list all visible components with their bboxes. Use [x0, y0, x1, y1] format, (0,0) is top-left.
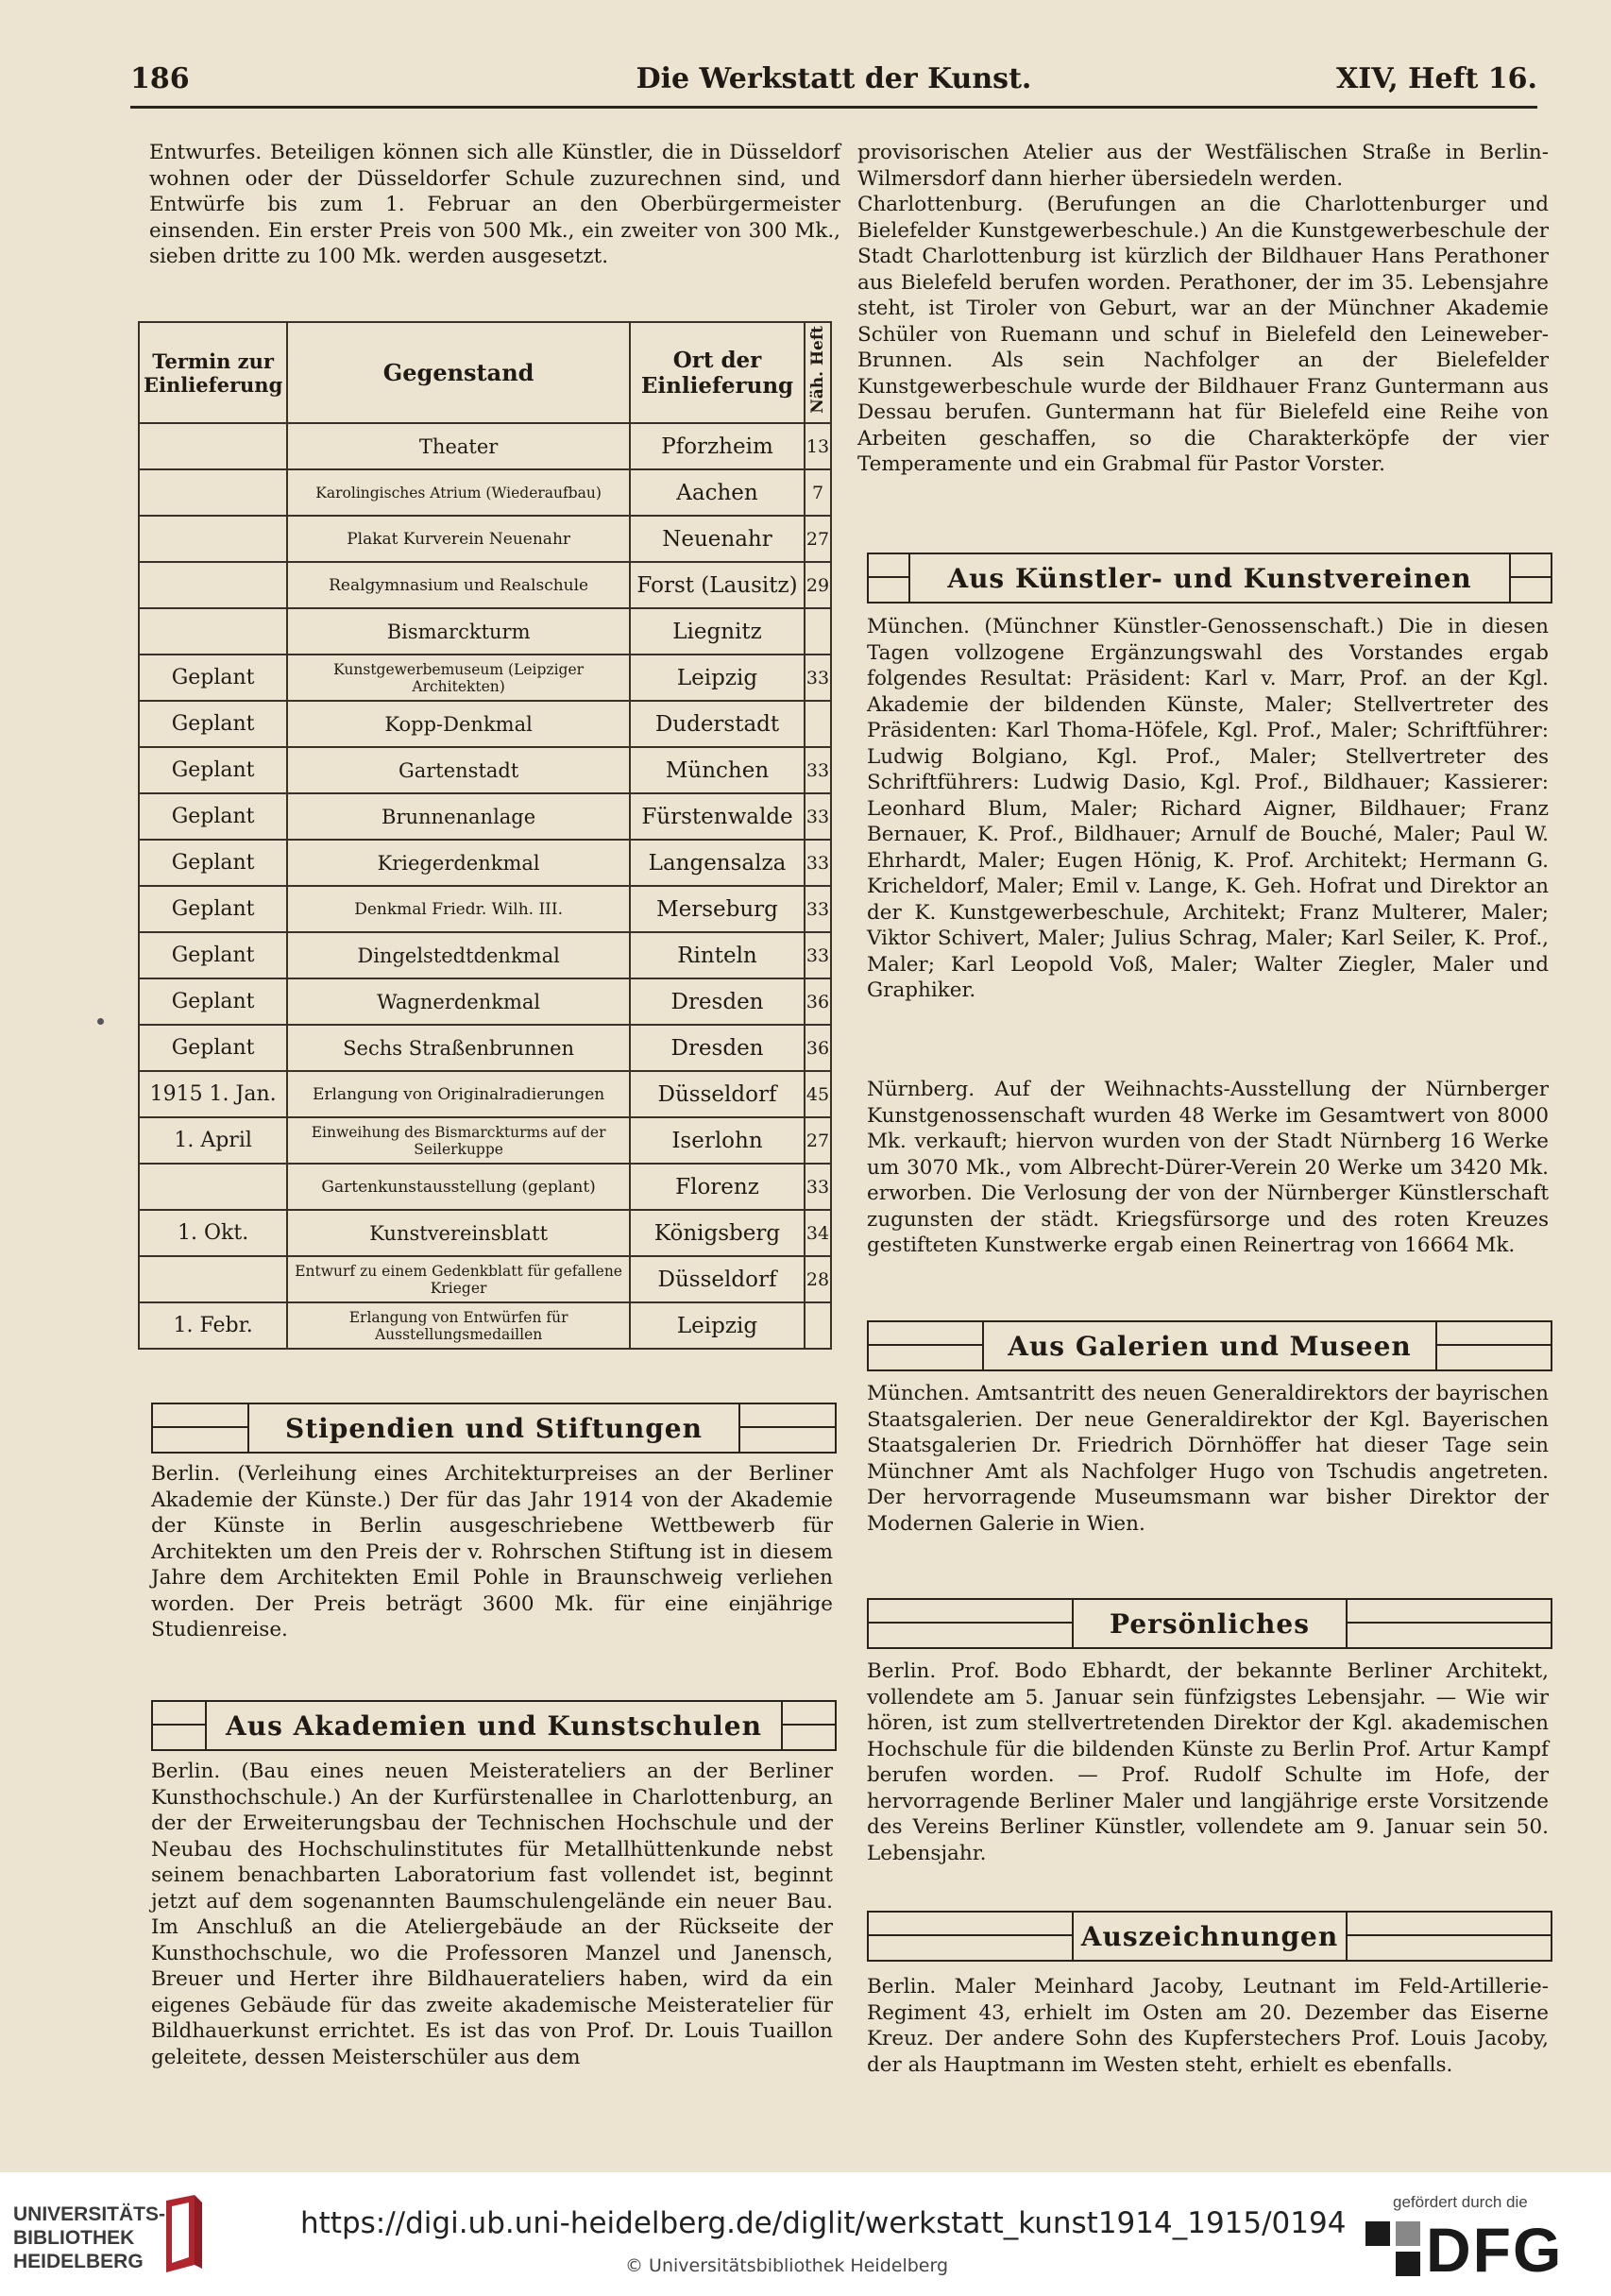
table-row [139, 1256, 831, 1302]
ort-cell: Dresden [630, 1025, 805, 1071]
gegenstand-cell: Wagnerdenkmal [287, 978, 630, 1025]
col-termin-header: Termin zur Einlieferung [139, 322, 287, 423]
termin-cell: Geplant [139, 840, 287, 886]
ort-cell: Florenz [630, 1164, 805, 1210]
ort-cell: Liegnitz [630, 608, 805, 655]
table-row [139, 469, 831, 516]
gegenstand-cell: Kunstvereinsblatt [287, 1210, 630, 1256]
heft-cell: 27 [805, 1117, 831, 1164]
heft-cell: 28 [805, 1256, 831, 1302]
termin-cell: Geplant [139, 793, 287, 840]
copyright-text: © Universitätsbibliothek Heidelberg [625, 2255, 949, 2276]
gegenstand-cell: Gartenkunstausstellung (geplant) [287, 1164, 630, 1210]
ort-cell: Düsseldorf [630, 1256, 805, 1302]
section-vereine-box [867, 553, 1552, 604]
table-row [139, 886, 831, 932]
gegenstand-cell: Sechs Straßenbrunnen [287, 1025, 630, 1071]
heft-cell: 33 [805, 655, 831, 701]
table-row [139, 608, 831, 655]
table-row [139, 1302, 831, 1349]
section-auszeichnungen-heading: Auszeichnungen [1080, 1920, 1339, 1952]
heft-cell: 33 [805, 747, 831, 793]
heft-cell: 33 [805, 840, 831, 886]
heft-cell: 33 [805, 886, 831, 932]
termin-cell: 1. Okt. [139, 1210, 287, 1256]
continuation-paragraph: provisorischen Atelier aus der Westfälischen Straße in Berlin-Wilmersdorf dann hierher übersiedeln werden. [857, 141, 1549, 191]
table-row [139, 655, 831, 701]
heft-cell: 36 [805, 1025, 831, 1071]
margin-dot [97, 1018, 104, 1025]
heft-cell: 33 [805, 793, 831, 840]
table-row [139, 747, 831, 793]
section-akademien-heading: Aus Akademien und Kunstschulen [226, 1709, 762, 1742]
termin-cell: Geplant [139, 886, 287, 932]
dfg-logo-text: DFG [1426, 2215, 1564, 2285]
table-row [139, 840, 831, 886]
heft-header-label: Näh. Heft [808, 326, 827, 414]
table-row [139, 1117, 831, 1164]
table-row [139, 562, 831, 608]
table-row [139, 1071, 831, 1117]
competition-table [138, 321, 832, 1350]
heft-cell: 27 [805, 516, 831, 562]
termin-cell: Geplant [139, 932, 287, 978]
section-persoenliches-heading: Persönliches [1110, 1607, 1310, 1640]
heft-cell: 29 [805, 562, 831, 608]
gegenstand-cell: Erlangung von Originalradierungen [287, 1071, 630, 1117]
heft-cell: 33 [805, 932, 831, 978]
right-column [857, 140, 1549, 478]
termin-cell [139, 608, 287, 655]
termin-cell [139, 469, 287, 516]
funded-by-text: gefördert durch die [1393, 2193, 1528, 2211]
heft-cell: 36 [805, 978, 831, 1025]
gegenstand-cell: Bismarckturm [287, 608, 630, 655]
nuernberg-paragraph: Nürnberg. Auf der Weihnachts-Ausstellung der Nürnberger Kunstgenossenschaft wurden 48 Werke im Gesamtwert von 8000 Mk. verkauft; hiervon wurden von der Stadt Nürnberg 16 Werke um 3070 Mk., vom Albrecht-Dürer-Verein 20 Werke um 3420 Mk. erworben. Die Verlosung der von der Nürnberger Künstlerschaft zugunsten der städt. Kriegsfürsorge und des roten Kreuzes gestifteten Kunstwerke ergab einen Reinertrag von 16664 Mk. [867, 1078, 1549, 1257]
intro-paragraph: Entwurfes. Beteiligen können sich alle Künstler, die in Düsseldorf wohnen oder der Düsseldorfer Schule zuzurechnen sind, und Entwürfe bis zum 1. Februar an den Oberbürgermeister einsenden. Ein erster Preis von 500 Mk., ein zweiter von 300 Mk., sieben dritte zu 100 Mk. werden ausgesetzt. [149, 141, 840, 268]
gegenstand-cell: Theater [287, 423, 630, 469]
section-galerien-heading: Aus Galerien und Museen [1008, 1330, 1412, 1362]
persoenliches-paragraph: Berlin. Prof. Bodo Ebhardt, der bekannte Berliner Architekt, vollendete am 5. Januar sein fünfzigstes Lebensjahr. — Wie wir hören, ist zum stellvertretenden Direktor der Kgl. akademischen Hochschule für die bildenden Künste zu Berlin Prof. Artur Kampf berufen worden. — Prof. Rudolf Schulte im Hofe, der hervorragende Berliner Maler und langjährige erste Vorsitzende des Vereins Berliner Künstler, vollendete am 9. Januar sein 50. Lebensjahr. [867, 1659, 1549, 1865]
section-auszeichnungen-box [867, 1911, 1552, 1962]
termin-cell: Geplant [139, 978, 287, 1025]
dfg-mark-icon [1365, 2221, 1420, 2276]
termin-cell: 1915 1. Jan. [139, 1071, 287, 1117]
ort-cell: Rinteln [630, 932, 805, 978]
page-url-link[interactable]: https://digi.ub.uni-heidelberg.de/diglit/werkstatt_kunst1914_1915/0194 [300, 2206, 1347, 2240]
journal-title: Die Werkstatt der Kunst. [636, 62, 1032, 95]
termin-cell [139, 1256, 287, 1302]
table-row [139, 423, 831, 469]
termin-cell [139, 516, 287, 562]
gegenstand-cell: Realgymnasium und Realschule [287, 562, 630, 608]
heft-cell: 7 [805, 469, 831, 516]
left-column [149, 140, 840, 270]
section-persoenliches-box [867, 1598, 1552, 1649]
col-ort-header: Ort der Einlieferung [630, 322, 805, 423]
table-row [139, 793, 831, 840]
gegenstand-cell: Kopp-Denkmal [287, 701, 630, 747]
gegenstand-cell: Entwurf zu einem Gedenkblatt für gefallene Krieger [287, 1256, 630, 1302]
ort-cell: München [630, 747, 805, 793]
heft-cell [805, 608, 831, 655]
ort-cell: Aachen [630, 469, 805, 516]
ort-cell: Fürstenwalde [630, 793, 805, 840]
page-number: 186 [130, 62, 190, 95]
table-row [139, 1210, 831, 1256]
issue-label: XIV, Heft 16. [1335, 62, 1537, 95]
section-akademien-box [151, 1700, 837, 1751]
table-row [139, 1164, 831, 1210]
heft-cell: 13 [805, 423, 831, 469]
termin-cell: Geplant [139, 1025, 287, 1071]
ort-cell: Iserlohn [630, 1117, 805, 1164]
gegenstand-cell: Kunstgewerbemuseum (Leipziger Architekten) [287, 655, 630, 701]
gegenstand-cell: Gartenstadt [287, 747, 630, 793]
termin-cell [139, 1164, 287, 1210]
akademien-paragraph: Berlin. (Bau eines neuen Meisterateliers an der Berliner Kunsthochschule.) An der Kurfürstenallee in Charlottenburg, an der der Erweiterungsbau der Technischen Hochschule und der Neubau des Hochschulinstitutes für Metallhüttenkunde nebst seinem benachbarten Laboratorium fast vollendet ist, beginnt jetzt auf dem sogenannten Baumschulengelände ein neuer Bau. Im Anschluß an die Ateliergebäude an der Rückseite der Kunsthochschule, wo die Professoren Manzel und Janensch, Breuer und Herter ihre Bildhauerateliers haben, wird da ein eigenes Gebäude für das zweite akademische Meisteratelier für Bildhauerkunst errichtet. Es ist das von Prof. Dr. Louis Tuaillon geleitete, dessen Meisterschüler aus dem [151, 1760, 833, 2069]
section-galerien-box [867, 1320, 1552, 1371]
termin-cell [139, 423, 287, 469]
gegenstand-cell: Erlangung von Entwürfen für Ausstellungsmedaillen [287, 1302, 630, 1349]
table-row [139, 516, 831, 562]
col-heft-header [805, 322, 831, 423]
gegenstand-cell: Plakat Kurverein Neuenahr [287, 516, 630, 562]
gegenstand-cell: Dingelstedtdenkmal [287, 932, 630, 978]
ort-cell: Merseburg [630, 886, 805, 932]
ort-cell: Leipzig [630, 655, 805, 701]
ort-cell: Forst (Lausitz) [630, 562, 805, 608]
ort-cell: Dresden [630, 978, 805, 1025]
ort-cell: Düsseldorf [630, 1071, 805, 1117]
ort-cell: Königsberg [630, 1210, 805, 1256]
heft-cell [805, 701, 831, 747]
footer-bar [0, 2172, 1611, 2296]
ort-cell: Langensalza [630, 840, 805, 886]
table-row [139, 932, 831, 978]
library-logo-icon [159, 2195, 206, 2272]
termin-cell [139, 562, 287, 608]
table-row [139, 1025, 831, 1071]
table-row [139, 701, 831, 747]
section-stipendien-heading: Stipendien und Stiftungen [285, 1412, 703, 1444]
termin-cell: 1. April [139, 1117, 287, 1164]
section-stipendien-box [151, 1403, 837, 1454]
gegenstand-cell: Kriegerdenkmal [287, 840, 630, 886]
gegenstand-cell: Einweihung des Bismarckturms auf der Seilerkuppe [287, 1117, 630, 1164]
heft-cell: 45 [805, 1071, 831, 1117]
termin-cell: Geplant [139, 747, 287, 793]
section-vereine-heading: Aus Künstler- und Kunstvereinen [947, 562, 1472, 594]
termin-cell: Geplant [139, 655, 287, 701]
termin-cell: 1. Febr. [139, 1302, 287, 1349]
table-row [139, 978, 831, 1025]
auszeichnungen-paragraph: Berlin. Maler Meinhard Jacoby, Leutnant im Feld-Artillerie-Regiment 43, erhielt im Osten am 20. Dezember das Eiserne Kreuz. Der andere Sohn des Kupferstechers Prof. Louis Jacoby, der als Hauptmann im Westen steht, erhielt es ebenfalls. [867, 1975, 1549, 2077]
gegenstand-cell: Denkmal Friedr. Wilh. III. [287, 886, 630, 932]
heft-cell: 33 [805, 1164, 831, 1210]
header-rule [130, 106, 1537, 109]
termin-cell: Geplant [139, 701, 287, 747]
library-name: UNIVERSITÄTS-BIBLIOTHEK HEIDELBERG [13, 2203, 166, 2272]
col-gegenstand-header: Gegenstand [287, 322, 630, 423]
ort-cell: Pforzheim [630, 423, 805, 469]
ort-cell: Duderstadt [630, 701, 805, 747]
heft-cell [805, 1302, 831, 1349]
galerien-paragraph: München. Amtsantritt des neuen Generaldirektors der bayrischen Staatsgalerien. Der neue Generaldirektor der Kgl. Bayerischen Staatsgalerien Dr. Friedrich Dörnhöffer hat dieser Tage sein Münchner Amt als Nachfolger Hugo von Tschudis angetreten. Der hervorragende Museumsmann war bisher Direktor der Modernen Galerie in Wien. [867, 1382, 1549, 1536]
stipendien-paragraph: Berlin. (Verleihung eines Architekturpreises an der Berliner Akademie der Künste.) Der für das Jahr 1914 von der Akademie der Künste in Berlin ausgeschriebene Wettbewerb für Architekten um den Preis der v. Rohrschen Stiftung ist in diesem Jahre dem Architekten Emil Pohle in Braunschweig verliehen worden. Der Preis beträgt 3600 Mk. für eine einjährige Studienreise. [151, 1462, 833, 1641]
page-header [130, 57, 1537, 104]
gegenstand-cell: Brunnenanlage [287, 793, 630, 840]
ort-cell: Leipzig [630, 1302, 805, 1349]
charlottenburg-paragraph: Charlottenburg. (Berufungen an die Charlottenburger und Bielefelder Kunstgewerbeschule.) An die Kunstgewerbeschule der Stadt Charlottenburg ist kürzlich der Bildhauer Hans Perathoner aus Bielefeld berufen worden. Perathoner, der im 35. Lebensjahre steht, ist Tiroler von Geburt, war an der Münchner Akademie Schüler von Ruemann und schuf in Bielefeld den Leineweber-Brunnen. Als sein Nachfolger an der Bielefelder Kunstgewerbeschule wurde der Bildhauer Franz Guntermann aus Dessau berufen. Guntermann hat für Bielefeld eine Reihe von Arbeiten geschaffen, so die Charakterköpfe der vier Temperamente und ein Grabmal für Pastor Vorster. [857, 193, 1549, 476]
gegenstand-cell: Karolingisches Atrium (Wiederaufbau) [287, 469, 630, 516]
muenchen-paragraph: München. (Münchner Künstler-Genossenschaft.) Die in diesen Tagen vollzogene Ergänzungswahl des Vorstandes ergab folgendes Resultat: Präsident: Karl v. Marr, Prof. an der Kgl. Akademie der bildenden Künste, Maler; Stellvertreter des Präsidenten: Karl Thoma-Höfele, Kgl. Prof., Maler; Schriftführer: Ludwig Bolgiano, Kgl. Prof., Maler; Stellvertreter des Schriftführers: Ludwig Dasio, Kgl. Prof., Bildhauer; Kassierer: Leonhard Blum, Maler; Richard Aigner, Bildhauer; Franz Bernauer, K. Prof., Bildhauer; Arnulf de Bouché, Maler; Paul W. Ehrhardt, Maler; Eugen Hönig, K. Prof. Architekt; Hermann G. Kricheldorf, Maler; Emil v. Lange, K. Geh. Hofrat und Direktor an der K. Kunstgewerbeschule, Architekt; Franz Multerer, Maler; Viktor Schivert, Maler; Julius Schrag, Maler; Karl Seiler, K. Prof., Maler; Karl Leopold Voß, Maler; Walter Ziegler, Maler und Graphiker. [867, 615, 1549, 1002]
heft-cell: 34 [805, 1210, 831, 1256]
ort-cell: Neuenahr [630, 516, 805, 562]
